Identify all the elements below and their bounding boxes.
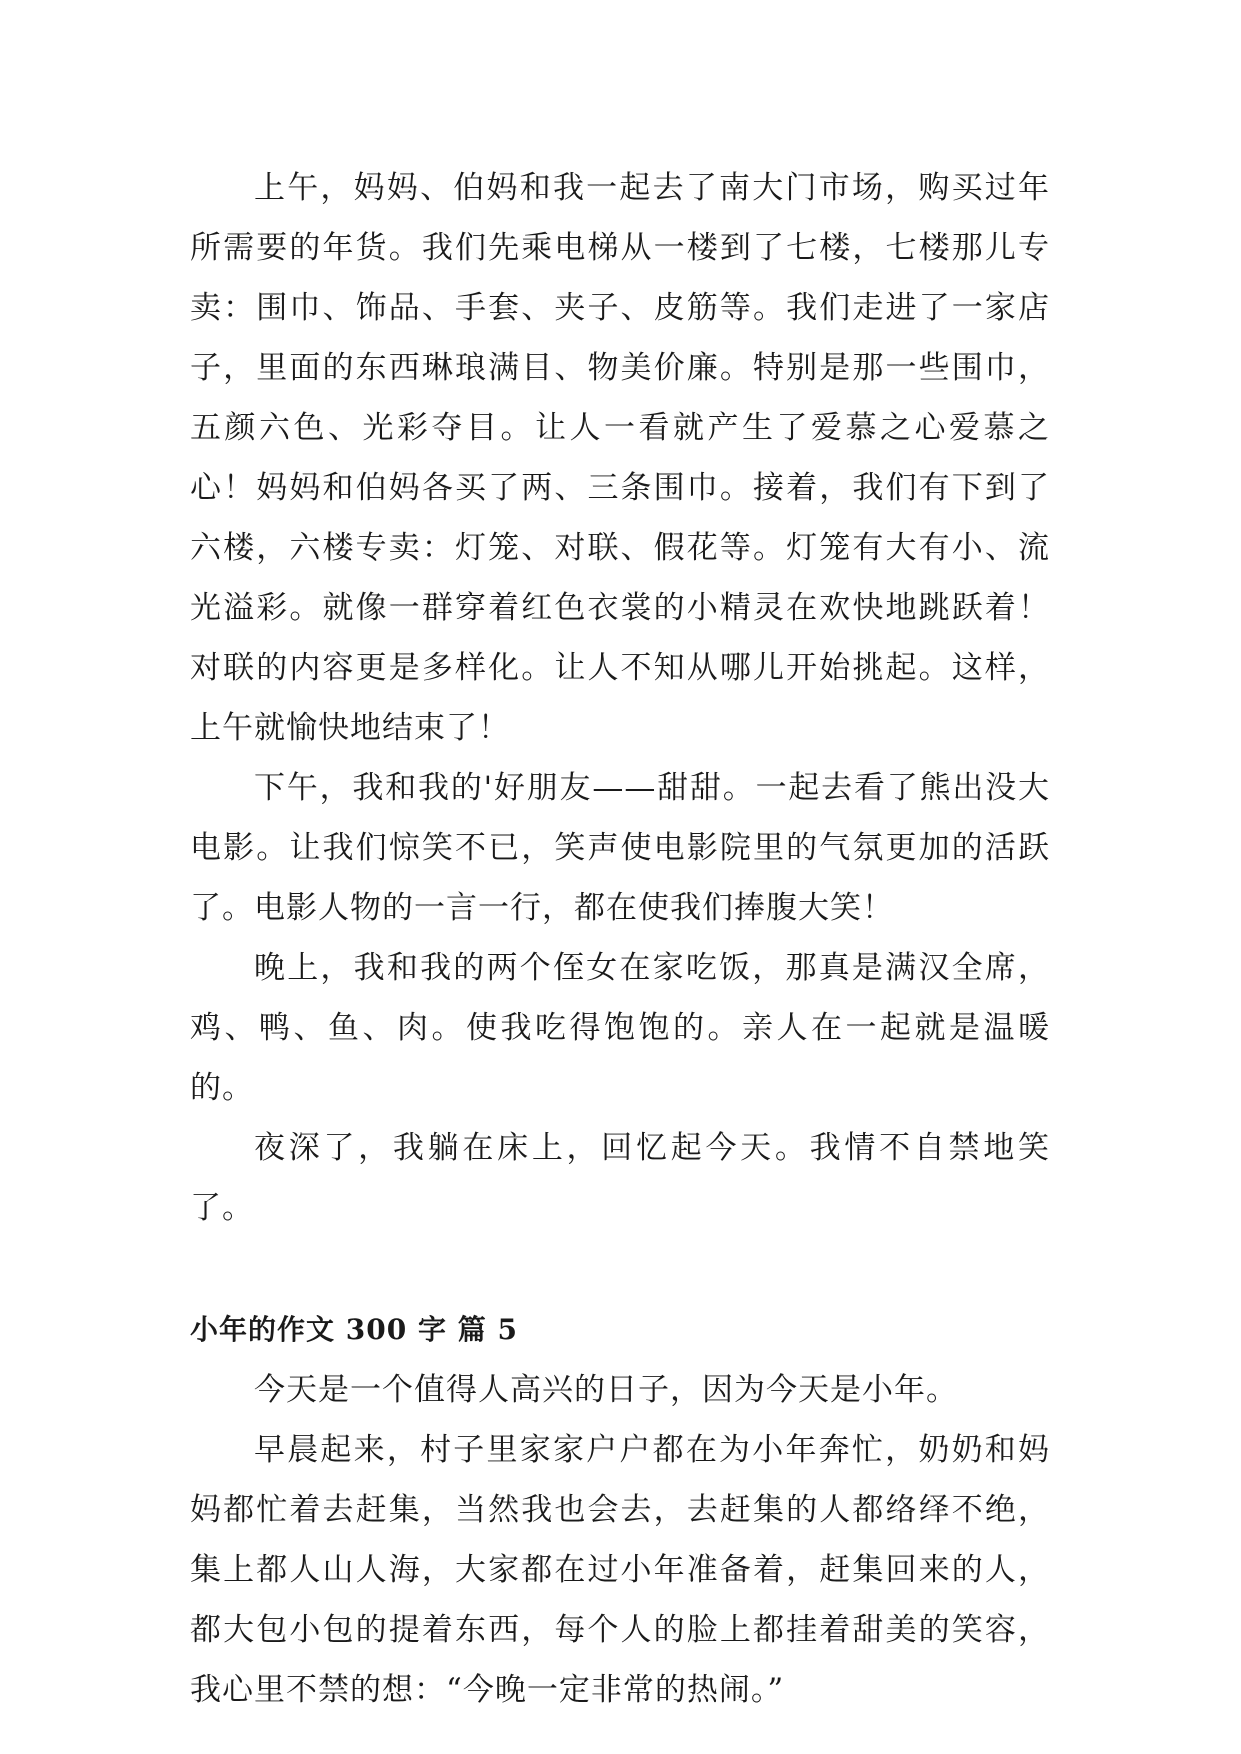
document-body	[190, 158, 1050, 1720]
paragraph-evening: 晚上，我和我的两个侄女在家吃饭，那真是满汉全席，鸡、鸭、鱼、肉。使我吃得饱饱的。亲人在一起就是温暖的。	[190, 950, 1050, 1106]
section-title: 小年的作文 300 字 篇 5	[190, 1313, 518, 1346]
paragraph-afternoon: 下午，我和我的'好朋友——甜甜。一起去看了熊出没大电影。让我们惊笑不已，笑声使电影院里的气氛更加的活跃了。电影人物的一言一行，都在使我们捧腹大笑！	[190, 770, 1050, 926]
paragraph-morning: 上午，妈妈、伯妈和我一起去了南大门市场，购买过年所需要的年货。我们先乘电梯从一楼到了七楼，七楼那儿专卖：围巾、饰品、手套、夹子、皮筋等。我们走进了一家店子，里面的东西琳琅满目、物美价廉。特别是那一些围巾，五颜六色、光彩夺目。让人一看就产生了爱慕之心爱慕之心！妈妈和伯妈各买了两、三条围巾。接着，我们有下到了六楼，六楼专卖：灯笼、对联、假花等。灯笼有大有小、流光溢彩。就像一群穿着红色衣裳的小精灵在欢快地跳跃着！对联的内容更是多样化。让人不知从哪儿开始挑起。这样，上午就愉快地结束了！	[190, 170, 1050, 746]
paragraph-market: 早晨起来，村子里家家户户都在为小年奔忙，奶奶和妈妈都忙着去赶集，当然我也会去，去赶集的人都络绎不绝，集上都人山人海，大家都在过小年准备着，赶集回来的人，都大包小包的提着东西，每个人的脸上都挂着甜美的笑容，我心里不禁的想：“今晚一定非常的热闹。”	[190, 1432, 1050, 1708]
paragraph-night: 夜深了，我躺在床上，回忆起今天。我情不自禁地笑了。	[190, 1130, 1050, 1226]
paragraph-intro: 今天是一个值得人高兴的日子，因为今天是小年。	[254, 1372, 958, 1408]
section-gap	[190, 1238, 1050, 1300]
